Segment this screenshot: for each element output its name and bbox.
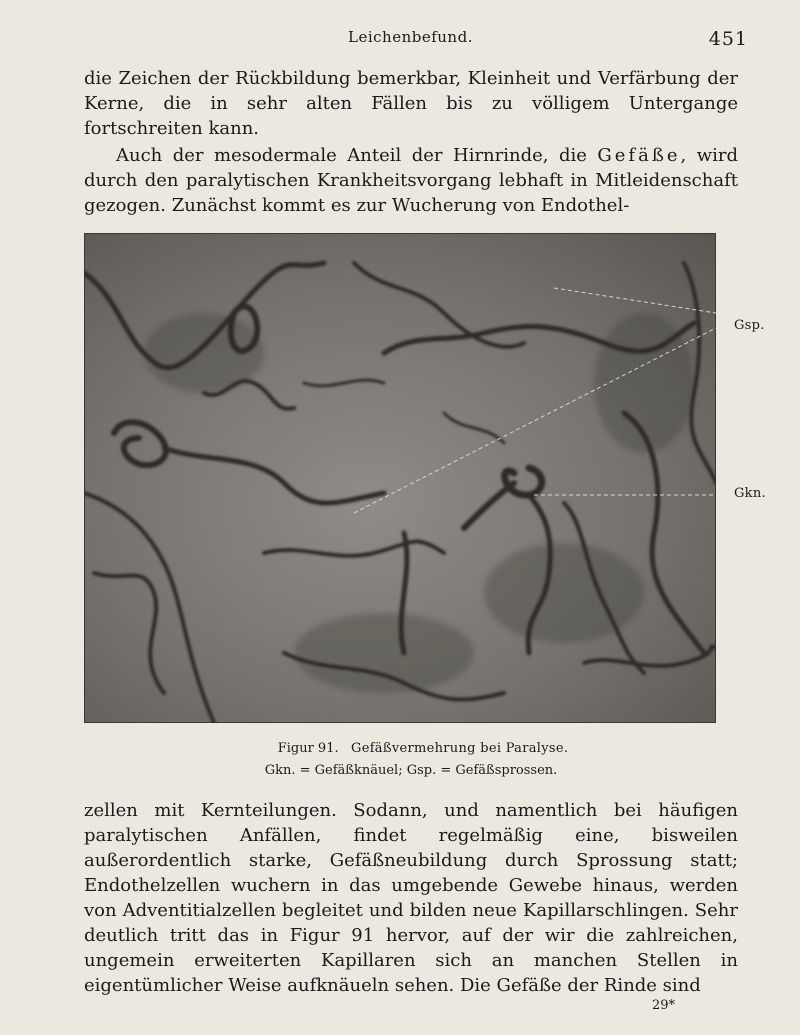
emphasis-gefaesse: Gefäße (597, 145, 681, 166)
paragraph-3: zellen mit Kernteilungen. Sodann, und namentlich bei häufigen paralytischen Anfällen, findet regelmäßig eine, bisweilen außerordentlich starke, Gefäßneubildung durch Sprossung statt; Endothelzellen wuchern in das umgebende Gewebe hinaus, werden von Adventitialzellen begleitet und bilden neue Kapillarschlingen. Sehr deutlich tritt das in Figur 91 hervor, auf der wir die zahlreichen, ungemein erweiterten Kapillaren sich an manchen Stellen in eigentümlicher Weise aufknäueln sehen. Die Gefäße der Rinde sind (84, 800, 738, 996)
figure-caption-legend: Gkn. = Gefäßknäuel; Gsp. = Gefäßsprossen. (264, 763, 558, 778)
label-gkn: Gkn. (734, 486, 766, 501)
paragraph-1: die Zeichen der Rückbildung bemerkbar, Kleinheit und Verfärbung der Kerne, die in sehr alten Fällen bis zu völligem Untergange fortschreiten kann. (84, 68, 738, 139)
signature-mark: 29* (652, 998, 676, 1013)
paragraph-2 (84, 143, 738, 218)
micrograph-drawing (84, 233, 716, 723)
figure-caption-title (84, 741, 750, 756)
page-number: 451 (708, 28, 748, 50)
label-gsp: Gsp. (734, 318, 765, 333)
paragraph-2-end: , wird durch den paralytischen Krankheitsvorgang lebhaft in Mitleidenschaft gezogen. Zunächst kommt es zur Wucherung von Endothel- (84, 145, 738, 216)
paragraph-2-start: Auch der mesodermale Anteil der Hirnrinde, die (116, 145, 598, 166)
page-header (84, 28, 748, 52)
figure-title: Gefäßvermehrung bei Paralyse. (351, 741, 569, 756)
figure-number: Figur 91. (277, 741, 339, 756)
micrograph-figure (84, 233, 716, 723)
running-head: Leichenbefund. (348, 28, 473, 46)
